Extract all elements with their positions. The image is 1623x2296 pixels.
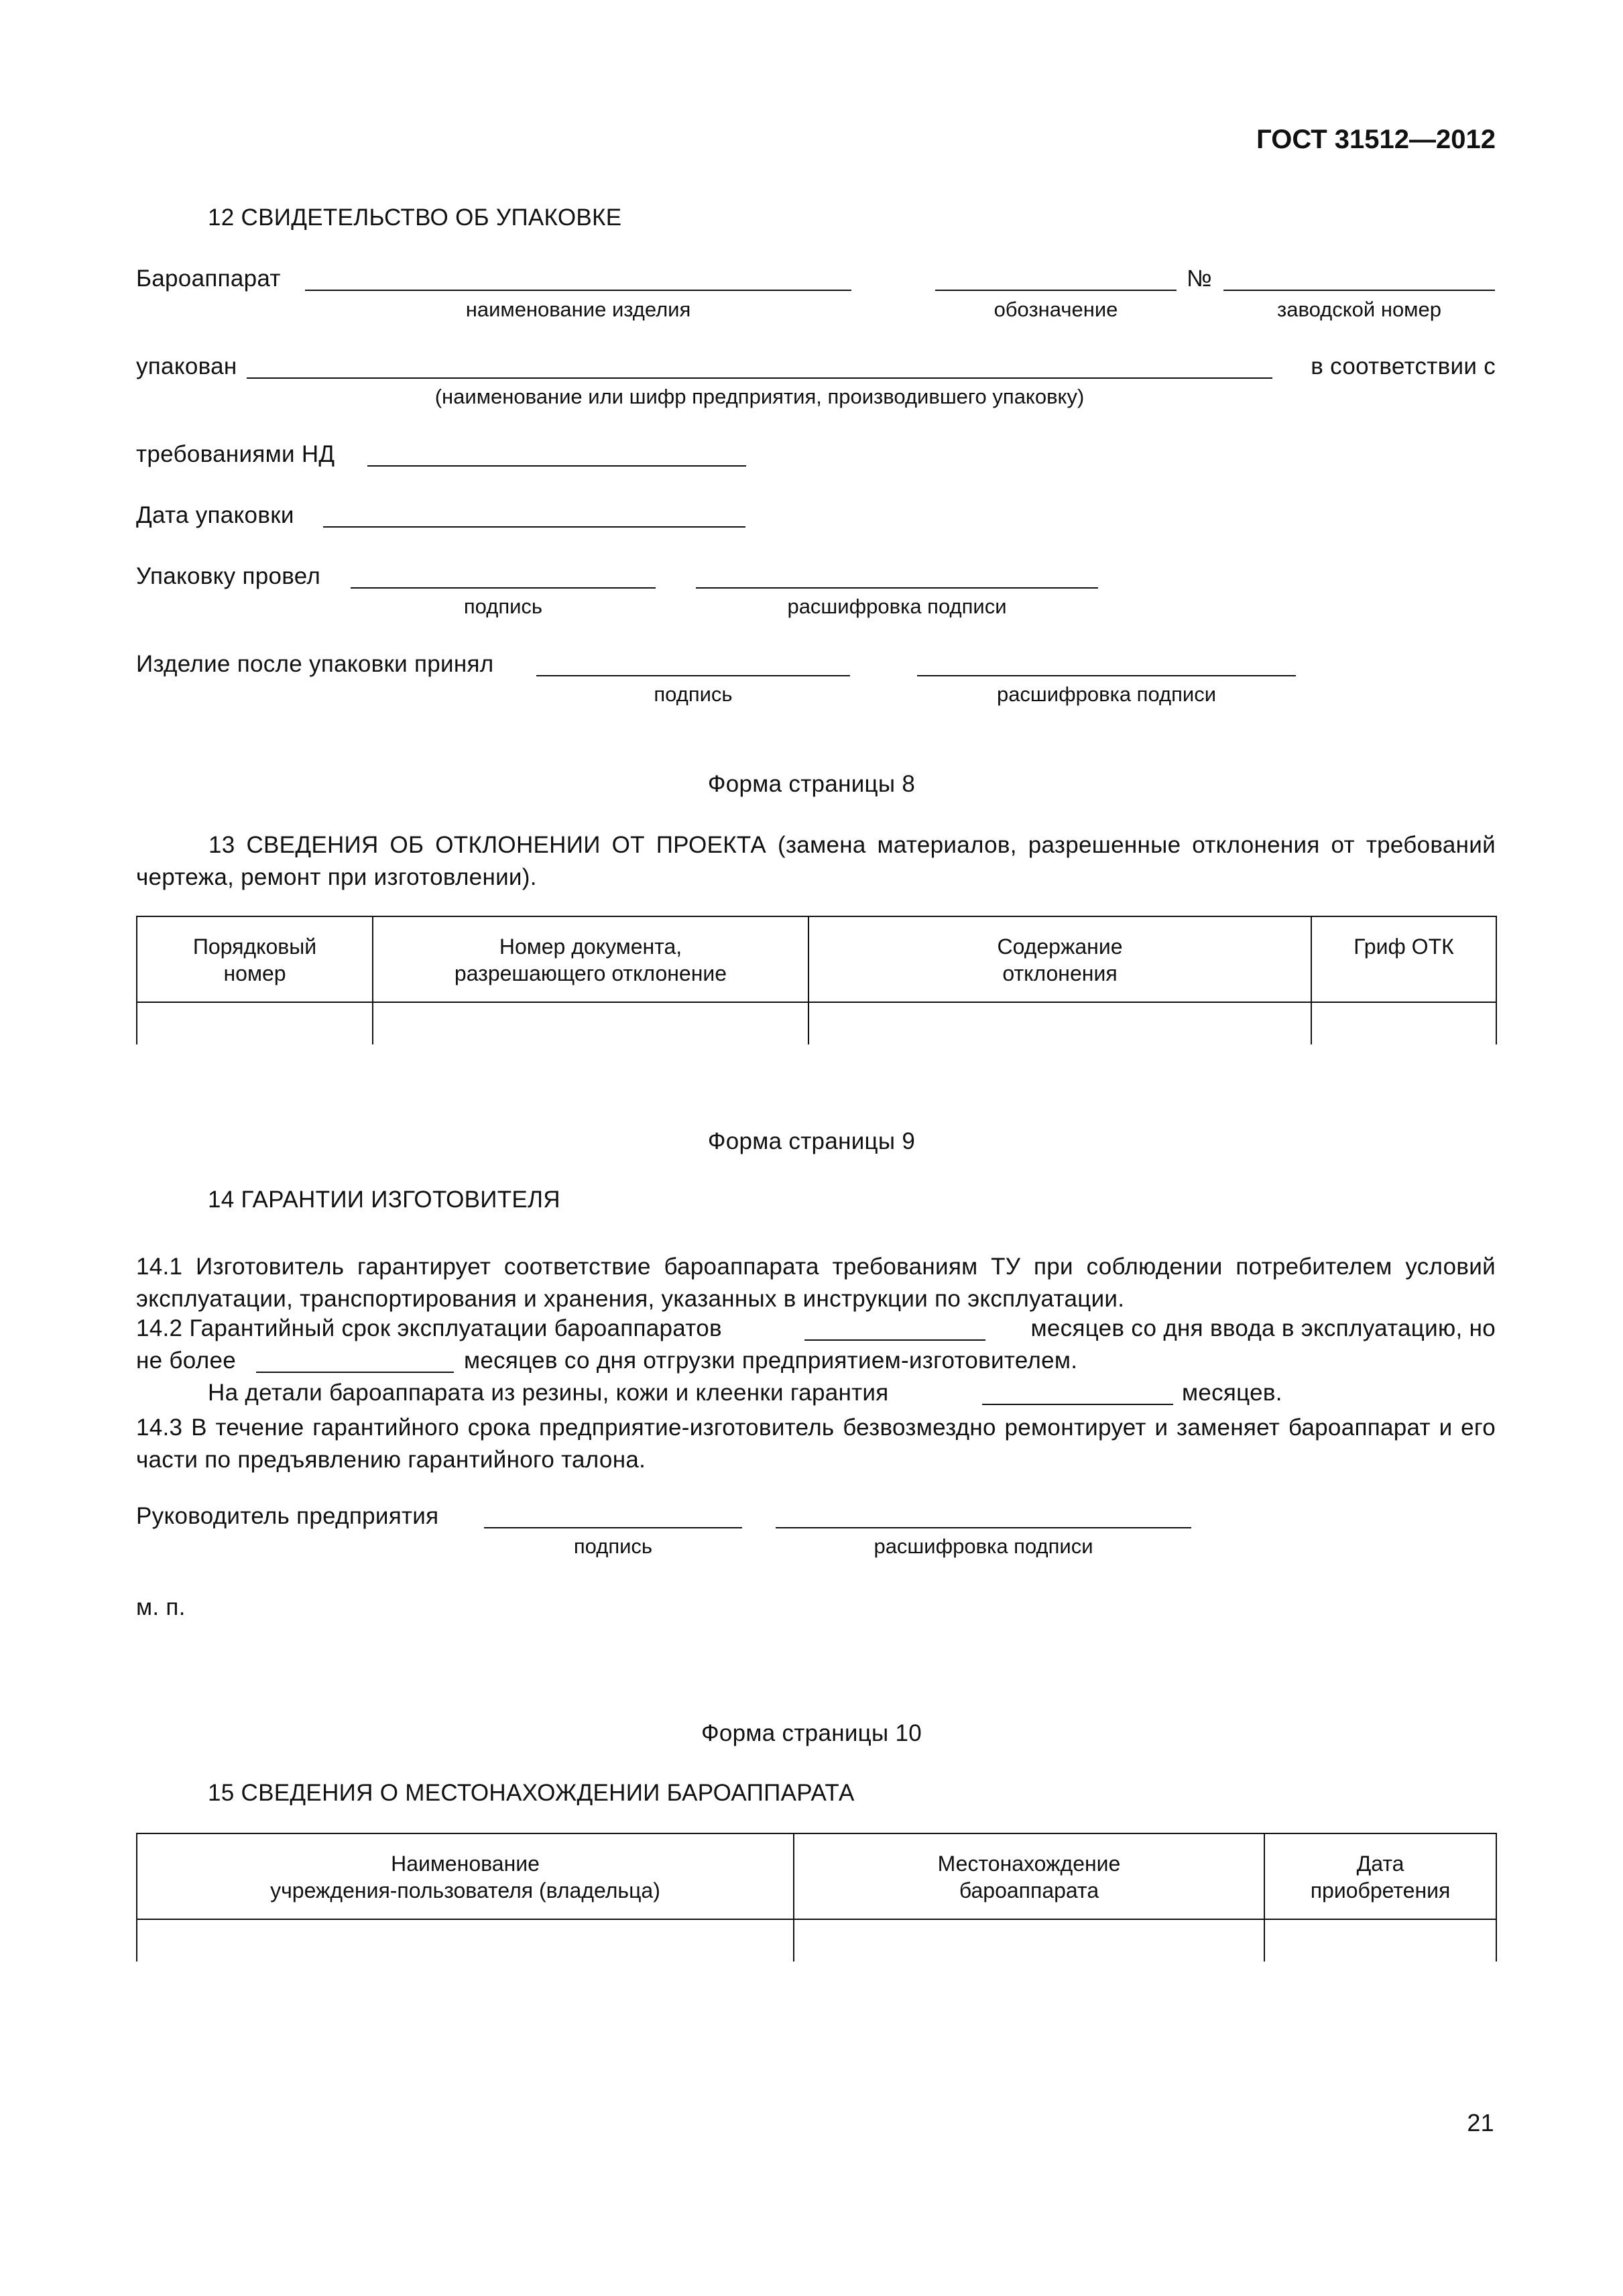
- document-code: ГОСТ 31512—2012: [1256, 125, 1496, 154]
- column-header-organization: Наименование учреждения-пользователя (владельца): [137, 1833, 794, 1919]
- paragraph-14-2-part1: 14.2 Гарантийный срок эксплуатации бароаппаратов: [136, 1315, 722, 1341]
- packer-signature-field[interactable]: [351, 587, 656, 589]
- caption-packer-signature: подпись: [463, 595, 543, 618]
- shipment-months-field[interactable]: [256, 1372, 454, 1373]
- accepted-decode-field[interactable]: [917, 675, 1296, 676]
- deviations-table: [136, 916, 1497, 1044]
- section-12-title: 12 СВИДЕТЕЛЬСТВО ОБ УПАКОВКЕ: [208, 204, 622, 231]
- caption-packer-decode: расшифровка подписи: [787, 595, 1007, 618]
- table-cell[interactable]: [794, 1919, 1264, 1961]
- table-cell[interactable]: [808, 1002, 1311, 1044]
- accepted-label: Изделие после упаковки принял: [136, 651, 494, 677]
- table-cell[interactable]: [1311, 1002, 1496, 1044]
- nd-label: требованиями НД: [136, 441, 335, 467]
- section-15-title: 15 СВЕДЕНИЯ О МЕСТОНАХОЖДЕНИИ БАРОАППАРАТА: [208, 1780, 855, 1806]
- packed-suffix: в соответствии с: [1311, 353, 1496, 379]
- packing-date-label: Дата упаковки: [136, 502, 294, 528]
- head-signature-field[interactable]: [484, 1527, 742, 1528]
- number-sign: №: [1187, 265, 1212, 292]
- paragraph-14-1: 14.1 Изготовитель гарантирует соответствие бароаппарата требованиям ТУ при соблюдении потребителем условий эксплуатации, транспортирования и хранения, указанных в инструкции по эксплуатации.: [136, 1254, 1496, 1312]
- column-header-acquisition-date: Дата приобретения: [1264, 1833, 1496, 1919]
- location-table: [136, 1833, 1497, 1961]
- form-page-9-label: Форма страницы 9: [707, 1128, 916, 1154]
- device-designation-field[interactable]: [935, 290, 1177, 291]
- column-header-location: Местонахождение бароаппарата: [794, 1833, 1264, 1919]
- table-header-row: [137, 916, 1496, 1002]
- table-header-row: [137, 1833, 1496, 1919]
- caption-accepted-signature: подпись: [654, 682, 733, 706]
- head-decode-field[interactable]: [776, 1527, 1191, 1528]
- paragraph-rubber-part2: месяцев.: [1182, 1380, 1282, 1406]
- warranty-months-field[interactable]: [804, 1339, 985, 1341]
- device-name-field[interactable]: [305, 290, 851, 291]
- table-cell[interactable]: [1264, 1919, 1496, 1961]
- caption-designation: обозначение: [994, 298, 1118, 321]
- packing-date-field[interactable]: [323, 526, 745, 528]
- section-13-title: 13 СВЕДЕНИЯ ОБ ОТКЛОНЕНИИ ОТ ПРОЕКТА (замена материалов, разрешенные отклонения от требований чертежа, ремонт при изготовлении).: [136, 832, 1496, 890]
- serial-number-field[interactable]: [1223, 290, 1495, 291]
- paragraph-14-3: 14.3 В течение гарантийного срока предприятие-изготовитель безвозмездно ремонтирует и заменяет бароаппарат и его части по предъявлению гарантийного талона.: [136, 1414, 1496, 1473]
- paragraph-14-2-part3: не более: [136, 1347, 237, 1374]
- stamp-place-label: м. п.: [136, 1594, 186, 1620]
- head-label: Руководитель предприятия: [136, 1503, 439, 1529]
- column-header-otk: Гриф ОТК: [1311, 916, 1496, 1002]
- table-row: [137, 1002, 1496, 1044]
- caption-serial: заводской номер: [1277, 298, 1441, 321]
- table-row: [137, 1919, 1496, 1961]
- table-cell[interactable]: [137, 1002, 373, 1044]
- page-number: 21: [1467, 2109, 1494, 2136]
- form-page-10-label: Форма страницы 10: [701, 1720, 922, 1746]
- table-cell[interactable]: [373, 1002, 808, 1044]
- caption-enterprise: (наименование или шифр предприятия, производившего упаковку): [434, 385, 1085, 408]
- packing-enterprise-field[interactable]: [247, 377, 1272, 379]
- caption-head-decode: расшифровка подписи: [874, 1534, 1093, 1558]
- section-14-title: 14 ГАРАНТИИ ИЗГОТОВИТЕЛЯ: [208, 1187, 560, 1213]
- form-page-8-label: Форма страницы 8: [707, 771, 916, 797]
- packed-label: упакован: [136, 353, 237, 379]
- accepted-signature-field[interactable]: [536, 675, 850, 676]
- nd-field[interactable]: [367, 465, 746, 467]
- packer-decode-field[interactable]: [696, 587, 1098, 589]
- packer-label: Упаковку провел: [136, 563, 321, 589]
- table-cell[interactable]: [137, 1919, 794, 1961]
- column-header-serial: Порядковый номер: [137, 916, 373, 1002]
- rubber-warranty-field[interactable]: [982, 1404, 1173, 1405]
- caption-head-signature: подпись: [573, 1534, 653, 1558]
- caption-accepted-decode: расшифровка подписи: [996, 682, 1217, 706]
- column-header-document: Номер документа, разрешающего отклонение: [373, 916, 808, 1002]
- caption-item-name: наименование изделия: [465, 298, 691, 321]
- column-header-content: Содержание отклонения: [808, 916, 1311, 1002]
- device-label: Бароаппарат: [136, 265, 281, 292]
- paragraph-14-2-part4: месяцев со дня отгрузки предприятием-изготовителем.: [464, 1347, 1078, 1374]
- paragraph-14-2-part2: месяцев со дня ввода в эксплуатацию, но: [1030, 1315, 1496, 1341]
- paragraph-rubber-part1: На детали бароаппарата из резины, кожи и клеенки гарантия: [208, 1380, 889, 1406]
